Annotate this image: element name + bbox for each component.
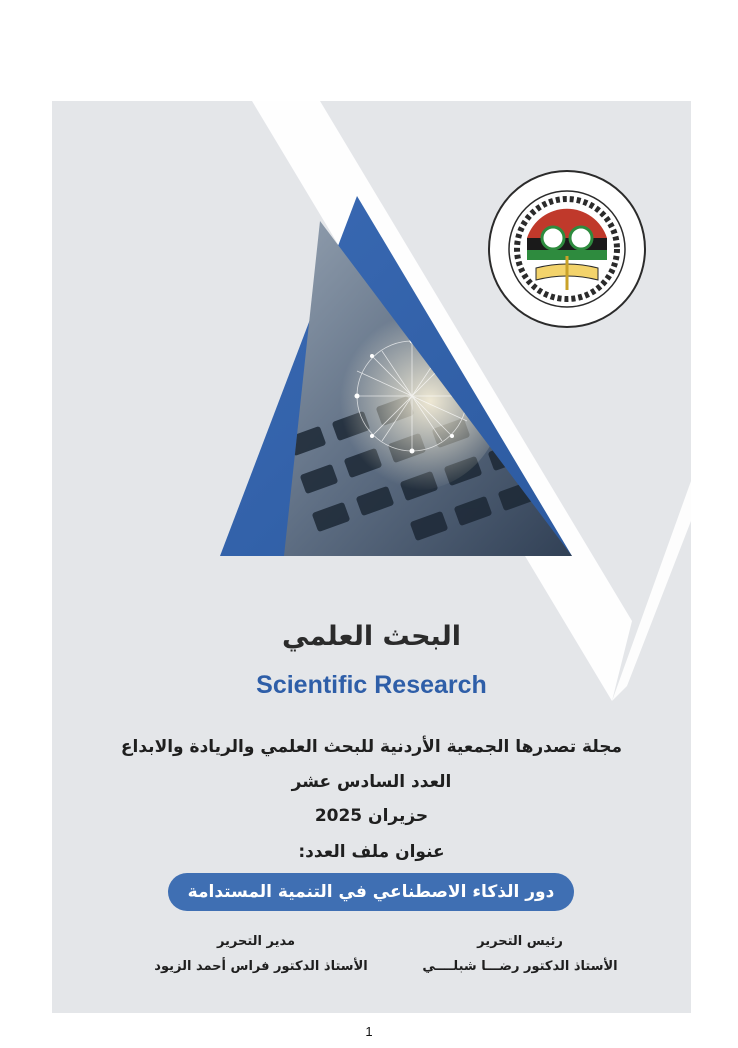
topic-title-badge: دور الذكاء الاصطناعي في التنمية المستدامة bbox=[168, 873, 574, 911]
arabic-title: البحث العلمي bbox=[282, 621, 461, 652]
page-number: 1 bbox=[365, 1024, 373, 1039]
editor-in-chief-name: الأستاذ الدكتور رضـــا شبلــــي bbox=[422, 959, 618, 974]
issue-line: العدد السادس عشر bbox=[291, 772, 452, 792]
editor-in-chief-label: رئيس التحرير bbox=[477, 934, 563, 949]
society-logo bbox=[486, 168, 648, 330]
magazine-cover bbox=[52, 101, 691, 1013]
managing-editor-label: مدير التحرير bbox=[216, 934, 296, 949]
publisher-line: مجلة تصدرها الجمعية الأردنية للبحث العلمي والريادة والابداع bbox=[120, 737, 623, 757]
topic-heading: عنوان ملف العدد: bbox=[298, 842, 445, 862]
date-line: حزيران 2025 bbox=[314, 806, 429, 826]
managing-editor-name: الأستاذ الدكتور فراس أحمد الزيود bbox=[154, 959, 368, 974]
english-title: Scientific Research bbox=[256, 671, 487, 699]
